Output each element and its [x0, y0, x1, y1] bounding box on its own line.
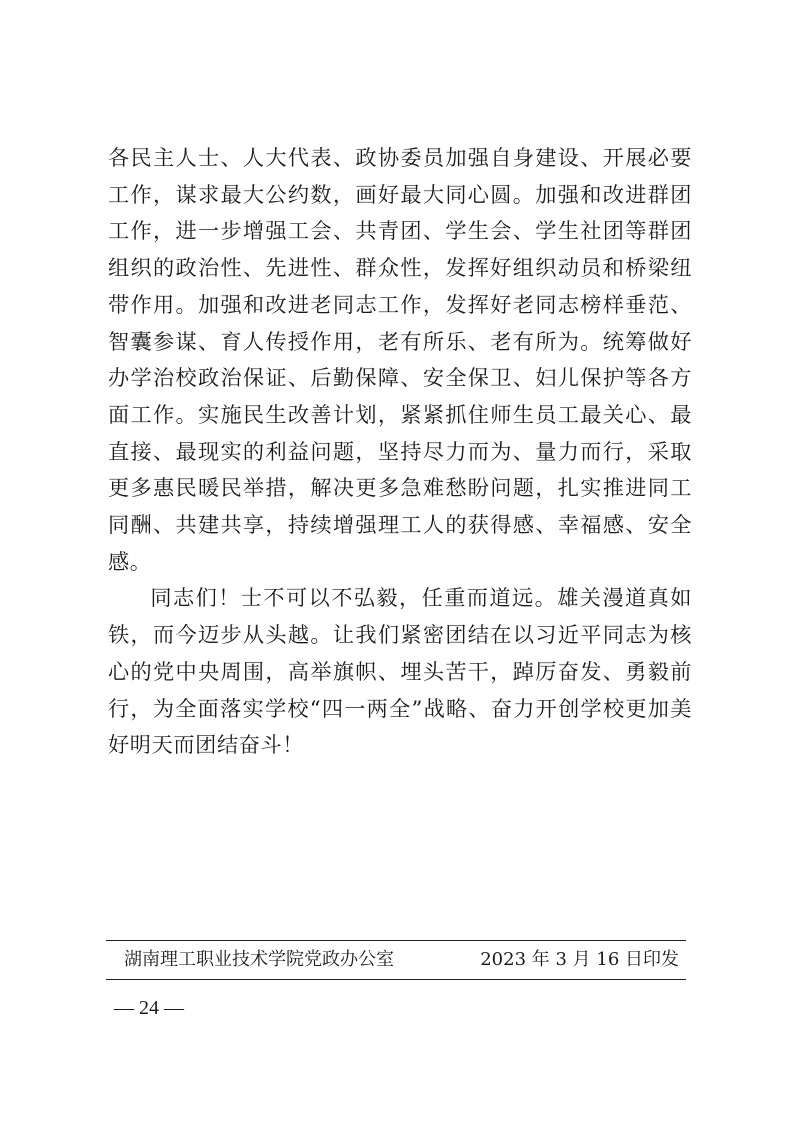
- paragraph-closing: 同志们！士不可以不弘毅，任重而道远。雄关漫道真如铁，而今迈步从头越。让我们紧密团结在以习近平同志为核心的党中央周围，高举旗帜、埋头苦干，踔厉奋发、勇毅前行，为全面落实学校“四一两全”战略、奋力开创学校更加美好明天而团结奋斗！: [108, 585, 692, 758]
- body-text: [108, 140, 692, 764]
- footer-imprint: [124, 943, 679, 977]
- footer-rule-bottom: [106, 979, 686, 980]
- print-date: 2023 年 3 月 16 日印发: [480, 949, 679, 970]
- issuer-office: 湖南理工职业技术学院党政办公室: [124, 949, 394, 970]
- footer-rule-top: [106, 940, 686, 941]
- paragraph-continued: 各民主人士、人大代表、政协委员加强自身建设、开展必要工作，谋求最大公约数，画好最大同心圆。加强和改进群团工作，进一步增强工会、共青团、学生会、学生社团等群团组织的政治性、先进性、群众性，发挥好组织动员和桥梁纽带作用。加强和改进老同志工作，发挥好老同志榜样垂范、智囊参谋、育人传授作用，老有所乐、老有所为。统筹做好办学治校政治保证、后勤保障、安全保卫、妇儿保护等各方面工作。实施民生改善计划，紧紧抓住师生员工最关心、最直接、最现实的利益问题，坚持尽力而为、量力而行，采取更多惠民暖民举措，解决更多急难愁盼问题，扎实推进同工同酬、共建共享，持续增强理工人的获得感、幸福感、安全感。: [108, 145, 692, 574]
- page-number: — 24 —: [114, 997, 184, 1019]
